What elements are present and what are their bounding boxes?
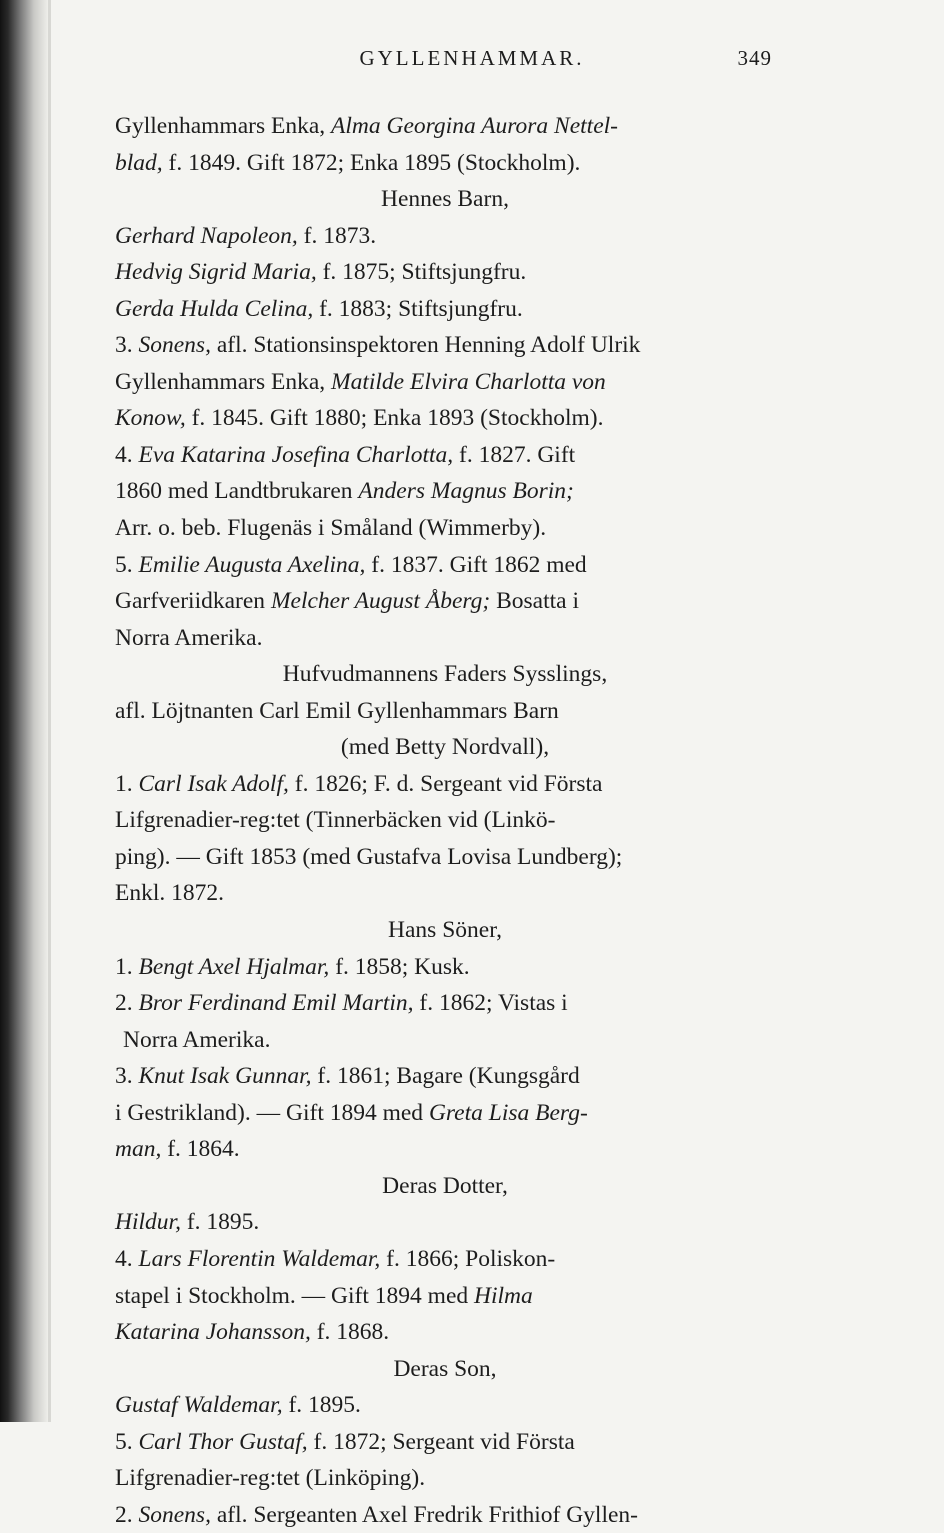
text-line	[115, 327, 775, 364]
text-run: f. 1883; Stiftsjungfru.	[313, 295, 523, 322]
section-heading	[115, 656, 775, 693]
text-run: f. 1895.	[180, 1209, 260, 1236]
text-line	[115, 1424, 775, 1461]
text-run: 3.	[115, 332, 139, 359]
text-run: Lifgrenadier-reg:tet (Tinnerbäcken vid (Linkö-	[115, 807, 556, 834]
italic-name-run: Sonens,	[138, 332, 211, 359]
text-run: f. 1866; Poliskon-	[380, 1245, 556, 1272]
text-line	[115, 364, 775, 401]
text-line	[115, 473, 775, 510]
text-line	[115, 875, 775, 912]
text-run: (med Betty Nordvall),	[340, 734, 550, 761]
text-line	[115, 839, 775, 876]
text-run: Arr. o. beb. Flugenäs i Småland (Wimmerby).	[115, 515, 547, 542]
text-run: f. 1864.	[161, 1136, 240, 1163]
text-run: afl. Löjtnanten Carl Emil Gyllenhammars Barn	[115, 697, 559, 724]
text-line	[115, 1204, 775, 1241]
text-line	[115, 1314, 775, 1351]
text-run: afl. Sergeanten Axel Fredrik Frithiof Gyllen-	[210, 1501, 638, 1528]
italic-name-run: Gerhard Napoleon,	[115, 222, 298, 249]
italic-name-run: Konow,	[115, 405, 186, 432]
text-line	[115, 1058, 775, 1095]
text-run: Gyllenhammars Enka,	[115, 113, 332, 139]
text-run: f. 1872; Sergeant vid Första	[307, 1428, 575, 1455]
text-line	[115, 1497, 775, 1533]
text-run: afl. Stationsinspektoren Henning Adolf Ulrik	[210, 332, 641, 359]
text-run: f. 1868.	[310, 1319, 390, 1346]
text-run: f. 1862; Vistas i	[413, 990, 568, 1017]
text-run: f. 1875; Stiftsjungfru.	[316, 259, 527, 286]
italic-name-run: Bror Ferdinand Emil Martin,	[138, 990, 414, 1017]
text-run: f. 1873.	[297, 222, 377, 249]
text-run: f. 1826; F. d. Sergeant vid Första	[288, 770, 603, 797]
page-number: 349	[737, 46, 772, 70]
text-run: 2.	[115, 990, 139, 1017]
text-run: i Gestrikland). — Gift 1894 med	[115, 1099, 429, 1126]
italic-name-run: Carl Isak Adolf,	[138, 770, 289, 797]
italic-name-run: Anders Magnus Borin;	[358, 478, 574, 505]
italic-name-run: Lars Florentin Waldemar,	[138, 1245, 381, 1272]
text-run: 4.	[115, 441, 139, 468]
page-header	[0, 46, 944, 80]
text-run: stapel i Stockholm. — Gift 1894 med	[115, 1282, 474, 1309]
text-line	[115, 1131, 775, 1168]
text-line	[115, 510, 775, 547]
text-line	[115, 766, 775, 803]
italic-name-run: Eva Katarina Josefina Charlotta,	[138, 441, 454, 468]
text-line	[115, 291, 775, 328]
text-line	[115, 145, 775, 182]
text-run: 1.	[115, 770, 139, 797]
text-run: Garfveriidkaren	[115, 588, 271, 615]
text-line	[115, 1387, 775, 1424]
text-run: Enkl. 1872.	[115, 880, 225, 907]
text-line	[115, 693, 775, 730]
italic-name-run: Hildur,	[115, 1209, 181, 1236]
section-heading	[115, 1168, 775, 1205]
text-run: 1860 med Landtbrukaren	[115, 478, 359, 505]
italic-name-run: Sonens,	[138, 1501, 211, 1528]
text-line	[115, 985, 775, 1022]
text-run: f. 1861; Bagare (Kungsgård	[311, 1063, 580, 1090]
text-run: Deras Dotter,	[382, 1172, 508, 1199]
text-line	[115, 547, 775, 584]
text-line	[115, 218, 775, 255]
italic-name-run: Gerda Hulda Celina,	[115, 295, 314, 322]
text-line	[115, 1241, 775, 1278]
text-run: Norra Amerika.	[115, 624, 263, 651]
italic-name-run: Melcher August Åberg;	[270, 588, 491, 615]
text-run: ping). — Gift 1853 (med Gustafva Lovisa Lundberg);	[115, 843, 623, 870]
text-line	[115, 254, 775, 291]
text-run: Norra Amerika.	[123, 1026, 271, 1053]
text-run: Bosatta i	[490, 588, 579, 615]
italic-name-run: man,	[115, 1136, 162, 1163]
italic-name-run: Carl Thor Gustaf,	[138, 1428, 308, 1455]
text-line	[115, 1022, 775, 1059]
text-line	[115, 1095, 775, 1132]
page-body	[115, 108, 775, 1533]
section-heading	[115, 1351, 775, 1388]
text-line	[115, 108, 775, 145]
section-heading	[115, 181, 775, 218]
italic-name-run: Hilma	[474, 1282, 533, 1309]
text-line	[115, 400, 775, 437]
book-spine-shadow	[0, 0, 48, 1422]
italic-name-run: Gustaf Waldemar,	[115, 1392, 283, 1419]
text-run: 2.	[115, 1501, 139, 1528]
text-run: Gyllenhammars Enka,	[115, 368, 332, 395]
text-run: f. 1849. Gift 1872; Enka 1895 (Stockholm).	[162, 149, 581, 176]
running-title: GYLLENHAMMAR.	[359, 46, 585, 70]
text-run: 4.	[115, 1245, 139, 1272]
section-heading	[115, 912, 775, 949]
text-line	[115, 1460, 775, 1497]
italic-name-run: Greta Lisa Berg-	[428, 1099, 588, 1126]
text-run: f. 1858; Kusk.	[329, 953, 470, 980]
text-run: Hufvudmannens Faders Sysslings,	[282, 661, 608, 688]
italic-name-run: blad,	[115, 149, 163, 176]
italic-name-run: Alma Georgina Aurora Nettel-	[331, 113, 618, 139]
text-run: 5.	[115, 551, 139, 578]
text-run: f. 1845. Gift 1880; Enka 1893 (Stockholm).	[185, 405, 604, 432]
italic-name-run: Knut Isak Gunnar,	[138, 1063, 312, 1090]
text-run: f. 1837. Gift 1862 med	[365, 551, 587, 578]
italic-name-run: Katarina Johansson,	[115, 1319, 311, 1346]
page-edge	[48, 0, 51, 1422]
text-run: f. 1895.	[282, 1392, 361, 1419]
text-run: Lifgrenadier-reg:tet (Linköping).	[115, 1465, 426, 1492]
text-line	[115, 1278, 775, 1315]
text-line	[115, 949, 775, 986]
text-run: Hennes Barn,	[381, 186, 509, 213]
text-line	[115, 620, 775, 657]
text-run: Deras Son,	[393, 1355, 497, 1382]
text-line	[115, 583, 775, 620]
text-line	[115, 437, 775, 474]
text-line	[115, 802, 775, 839]
text-run: f. 1827. Gift	[453, 441, 576, 468]
text-run: 1.	[115, 953, 139, 980]
italic-name-run: Emilie Augusta Axelina,	[138, 551, 366, 578]
italic-name-run: Bengt Axel Hjalmar,	[138, 953, 330, 980]
text-run: Hans Söner,	[388, 917, 502, 944]
italic-name-run: Matilde Elvira Charlotta von	[331, 368, 606, 395]
text-run: 3.	[115, 1063, 139, 1090]
italic-name-run: Hedvig Sigrid Maria,	[115, 259, 317, 286]
text-run: 5.	[115, 1428, 139, 1455]
section-heading	[115, 729, 775, 766]
